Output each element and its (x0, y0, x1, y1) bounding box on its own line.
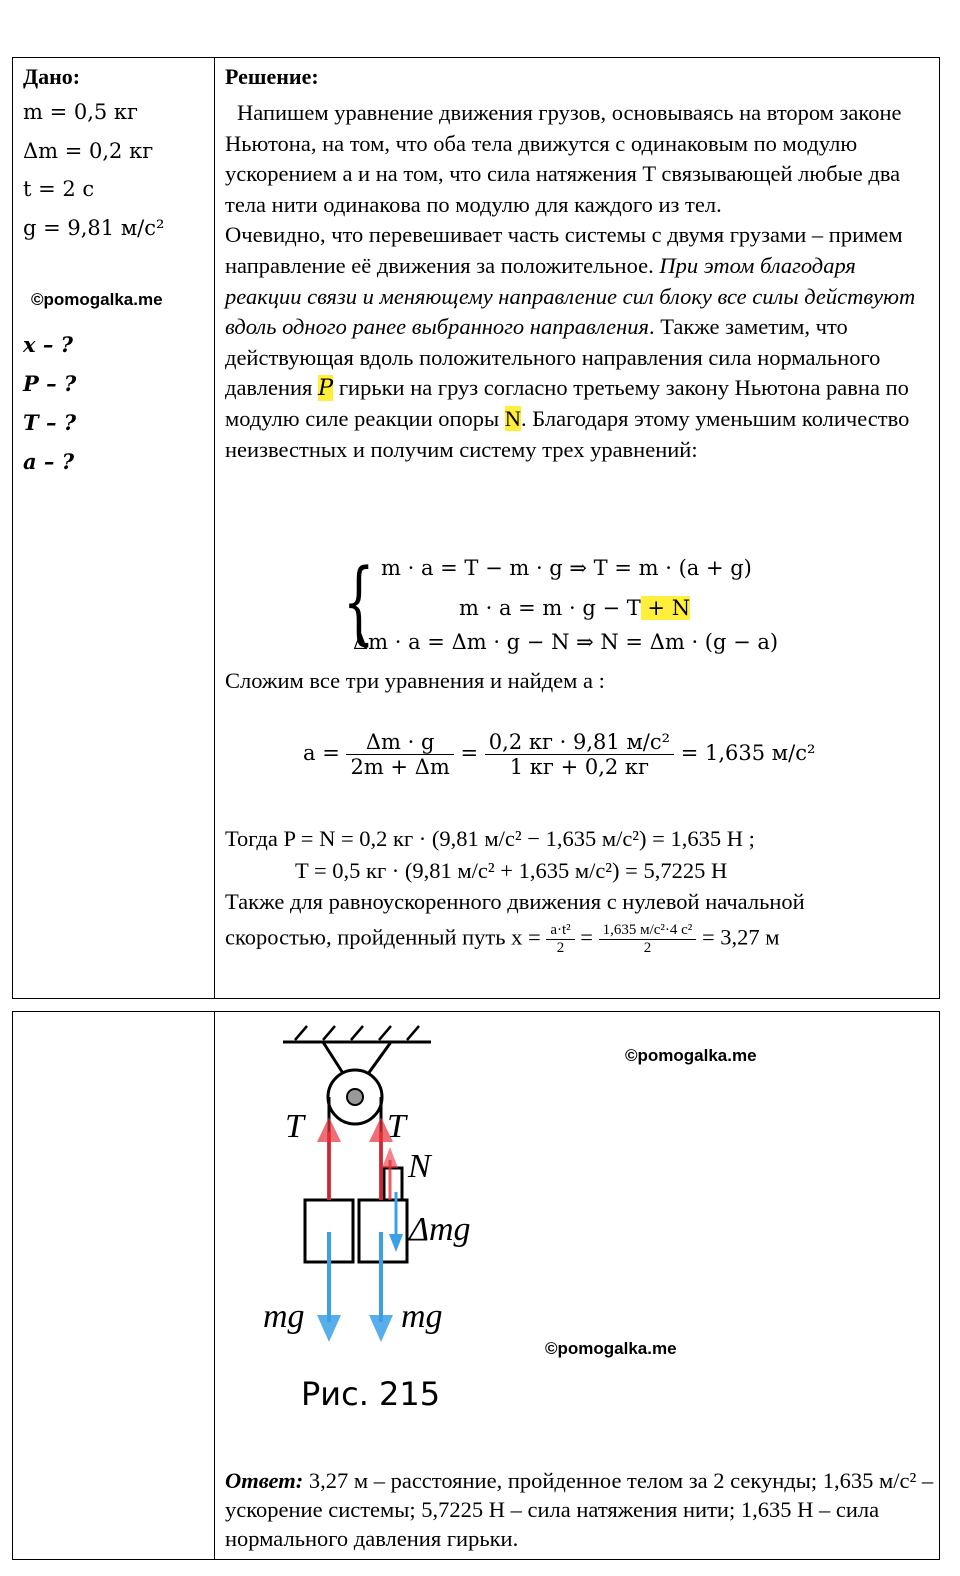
x-den-1: 2 (556, 940, 565, 956)
pulley-diagram (263, 1022, 513, 1352)
label-n: N (408, 1148, 431, 1185)
solution-table (12, 57, 940, 999)
small-weight (384, 1168, 402, 1200)
unknown-t: T – ? (23, 410, 77, 435)
para2-text-b: . Также заметим, что действующая вдоль положительного направления сила нормального давления (225, 314, 881, 401)
para2-text-c: гирьки на груз согласно третьему закону Ньютона равна по модулю силе реакции опоры (225, 375, 909, 431)
a-den-2: 1 кг + 0,2 кг (509, 755, 650, 779)
pulley-axle (347, 1089, 363, 1105)
then-p-line: Тогда P = N = 0,2 кг · (9,81 м/с² − 1,635 м/с²) = 1,635 Н ; (225, 826, 755, 851)
a-num-2: 0,2 кг · 9,81 м/с² (485, 730, 674, 755)
figure-watermark-bottom: ©pomogalka.me (545, 1339, 677, 1358)
answer-text (225, 1466, 937, 1553)
then-t-line: T = 0,5 кг · (9,81 м/с² + 1,635 м/с²) = 5,7225 Н (295, 858, 728, 883)
answer-body: 3,27 м – расстояние, пройденное телом за 2 секунды; 1,635 м/с² – ускорение системы; 5,7225 Н – сила натяжения нити; 1,635 Н – сила нормального давления гирьки. (225, 1468, 934, 1551)
watermark: ©pomogalka.me (31, 290, 163, 309)
solution-paragraph-1: Напишем уравнение движения грузов, основываясь на втором законе Ньютона, на том, что оба тела движутся с одинаковым по модулю ускорением a и на том, что сила натяжения T связывающей любые два тела нити одинакова по модулю для каждого из тел. (225, 100, 902, 217)
gravity-arrowhead-right (369, 1315, 393, 1342)
figure-caption: Рис. 215 (301, 1375, 441, 1413)
path-text: скоростью, пройденный путь x = (225, 924, 541, 950)
label-delta-mg: Δmg (409, 1211, 471, 1248)
label-mg-right: mg (401, 1298, 443, 1335)
solution-heading: Решение: (225, 64, 319, 89)
equation-1: m · a = T − m · g ⇒ T = m · (a + g) (381, 556, 752, 580)
solution-text (225, 98, 930, 465)
label-t-left: T (285, 1108, 304, 1145)
equation-2 (459, 596, 690, 620)
highlight-p: P (318, 375, 334, 402)
sum-text: Сложим все три уравнения и найдем a : (225, 668, 605, 693)
x-equals: = (580, 924, 593, 950)
given-time: t = 2 с (23, 177, 95, 201)
x-fraction-2 (599, 922, 697, 957)
given-mass: m = 0,5 кг (23, 100, 139, 124)
para2-text-d: . Благодаря этому уменьшим количество неизвестных и получим систему трех уравнений: (225, 405, 910, 462)
unknown-a: a – ? (23, 449, 75, 474)
label-t-right: T (387, 1108, 406, 1145)
normal-arrowhead (382, 1147, 398, 1168)
para2-text-a: Очевидно, что перевешивает часть системы с двумя грузами – примем направление её движения за положительное. (225, 222, 903, 278)
a-num-1: Δm · g (346, 730, 453, 755)
column-divider-2 (214, 1012, 215, 1559)
fraction-symbolic (346, 730, 453, 779)
fraction-numeric (485, 730, 674, 779)
system-brace: { (343, 550, 375, 655)
highlight-n: N (504, 405, 522, 431)
given-heading: Дано: (23, 64, 81, 89)
acceleration-formula (303, 730, 815, 779)
x-num-1: a·t² (546, 922, 574, 940)
given-gravity: g = 9,81 м/с² (23, 216, 165, 240)
ceiling-hatching (295, 1026, 419, 1040)
a-equals: = (460, 741, 479, 765)
answer-label: Ответ: (225, 1468, 304, 1493)
label-mg-left: mg (263, 1298, 305, 1335)
a-result: = 1,635 м/с² (680, 741, 816, 765)
equation-2-highlight: + N (640, 596, 691, 620)
given-delta-mass: Δm = 0,2 кг (23, 139, 154, 163)
x-fraction-1 (546, 922, 574, 957)
unknown-p: P – ? (23, 371, 77, 396)
para2-italic: При этом благодаря реакции связи и меняющему направление сил блоку все силы действуют вдоль одного ранее выбранного направления (225, 252, 916, 340)
x-result: = 3,27 м (701, 924, 780, 950)
figure-table (12, 1011, 940, 1560)
path-line-2 (225, 922, 780, 957)
solution-paragraph-2 (225, 220, 930, 465)
gravity-arrowhead-left (317, 1315, 341, 1342)
figure-watermark-top: ©pomogalka.me (625, 1046, 757, 1065)
unknown-x: x – ? (23, 332, 73, 357)
x-num-2: 1,635 м/с²·4 с² (599, 922, 697, 940)
column-divider (214, 58, 215, 998)
tension-arrowhead-left (317, 1117, 341, 1142)
path-line-1: Также для равноускоренного движения с нулевой начальной (225, 889, 805, 914)
a-den-1: 2m + Δm (350, 755, 450, 779)
equation-2-main: m · a = m · g − T (459, 596, 641, 620)
x-den-2: 2 (643, 940, 652, 956)
equation-3: Δm · a = Δm · g − N ⇒ N = Δm · (g − a) (353, 630, 779, 654)
a-lhs: a = (303, 741, 340, 765)
